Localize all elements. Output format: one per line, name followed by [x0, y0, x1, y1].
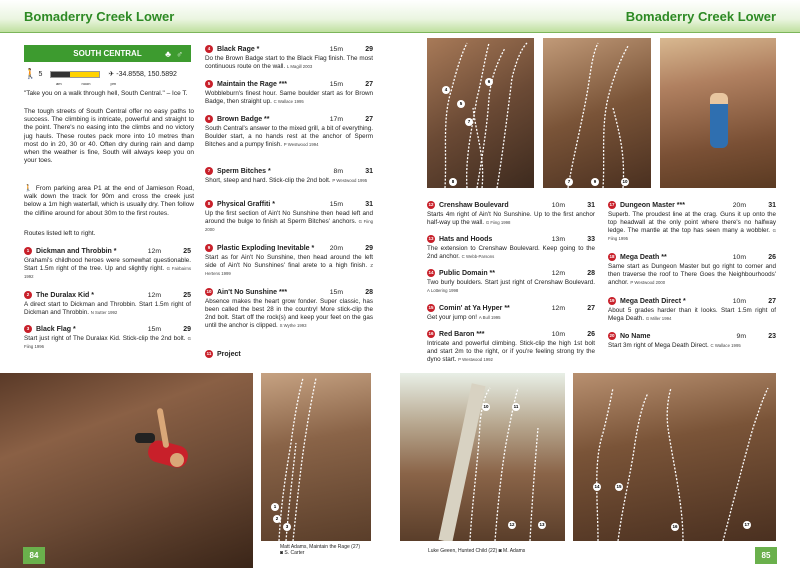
route-fa: P Westwood 1994 — [283, 141, 319, 147]
page-number-right: 85 — [755, 547, 777, 564]
route-name: Maintain the Rage *** — [217, 80, 288, 88]
intro-text: The tough streets of South Central offer no easy paths to success. The climbing is intricate, powerful and straight to the point. There's no easing into the climbs and no victory jug hauls. These routes pack more into 10 metres than most do in 20, 30 or 40. Often dry during rain and damp when the weather is fine, South will always keep you on your toes. — [24, 108, 194, 165]
climber-caption: Matt Adams, Maintain the Rage (27) — [280, 544, 361, 550]
left-header — [0, 0, 400, 33]
topo-label: 6 — [485, 78, 493, 86]
route-14 — [427, 268, 595, 295]
route-fa: C Wallace 1995 — [273, 98, 304, 104]
topo-label: 10 — [622, 179, 628, 184]
route-grade: 25 — [183, 247, 191, 255]
route-fa: C Webb-Parsons — [461, 253, 495, 259]
page-number-left: 84 — [23, 547, 45, 564]
route-length: 17m — [329, 115, 343, 123]
route-desc: Start just right of The Duralax Kid. Stick-clip the 2nd bolt. — [24, 335, 186, 342]
topo-photo-a — [427, 38, 534, 188]
route-name: Plastic Exploding Inevitable * — [217, 244, 315, 252]
route-grade: 26 — [768, 253, 776, 261]
route-number: 2 — [24, 291, 32, 299]
route-grade: 27 — [365, 115, 373, 123]
approach-body: From parking area P1 at the end of Jamieson Road, walk down the track for 90m and cross the creek just below a 1m high waterfall, which is usually dry. Then follow the clifline around for about 30m to the first routes. — [24, 185, 195, 217]
tree-icon: ♣ — [165, 48, 171, 59]
gps-icon: ✈ — [108, 71, 115, 78]
route-number: 5 — [205, 80, 213, 88]
left-header-title: Bomaderry Creek Lower — [24, 9, 175, 24]
topo-label: 13 — [539, 522, 545, 527]
route-desc: The extension to Crenshaw Boulevard. Keep going to the 2nd anchor. — [427, 245, 595, 260]
route-name: Physical Graffiti * — [217, 200, 275, 208]
climber-photo-left — [0, 373, 253, 568]
route-fa: G Fiing 2000 — [205, 218, 373, 232]
route-number: 12 — [428, 202, 434, 207]
route-fa: G Fiing 1995 — [608, 227, 776, 241]
route-desc: Start as for Ain't No Sunshine, then head around the left side of Ain't No Sunshines' final arete to a high finish. — [205, 254, 373, 269]
route-number: 8 — [205, 200, 213, 208]
route-desc: South Central's answer to the mixed grill, a bit of everything. Boulder start, a no hands rest at the anchor of Sperm Bitches and a pumpy finish. — [205, 125, 373, 148]
route-1 — [24, 246, 191, 281]
sun-exposure-bar — [50, 71, 100, 78]
route-desc: Get your jump on! — [427, 314, 478, 321]
route-grade: 27 — [768, 297, 776, 305]
route-name: Red Baron *** — [439, 330, 485, 338]
topo-label: 3 — [283, 523, 291, 531]
route-grade: 28 — [587, 269, 595, 277]
route-fa: P Westwood 2000 — [630, 279, 666, 285]
route-length: 10m — [732, 297, 746, 305]
route-length: 12m — [147, 291, 161, 299]
route-name: Dungeon Master *** — [620, 201, 685, 209]
route-10 — [205, 287, 373, 330]
climber-caption-right: Luke Geeen, Hunted Child (22) — [428, 548, 498, 554]
topo-label: 9 — [591, 178, 599, 186]
route-grade: 25 — [183, 291, 191, 299]
route-desc: Two burly boulders. Start just right of Crenshaw Boulevard. — [427, 279, 595, 286]
route-grade: 27 — [365, 80, 373, 88]
route-desc: Intricate and powerful climbing. Stick-clip the high 1st bolt and start 2m to the right, or if you're feeling strong try the dyno start. — [427, 340, 595, 363]
area-banner — [24, 45, 191, 62]
topo-photo-b — [543, 38, 651, 188]
route-fa: N Sutter 1992 — [90, 309, 118, 315]
route-fa: A Bull 1995 — [478, 315, 501, 320]
route-name: Black Flag * — [36, 325, 76, 333]
route-18 — [608, 252, 776, 287]
route-desc: About 5 grades harder than it looks. Start 1.5m right of Mega Death. — [608, 307, 776, 322]
route-fa: G Fairbairns 1992 — [24, 265, 191, 279]
route-grade: 28 — [365, 288, 373, 296]
topo-label: 16 — [672, 524, 678, 529]
route-desc: Grahami's childhood heroes were somewhat questionable. Start 1.5m right of the tree. Up and slightly right. — [24, 257, 191, 272]
route-19 — [608, 296, 776, 323]
route-grade: 31 — [365, 200, 373, 208]
route-6 — [205, 114, 373, 149]
route-name: Dickman and Throbbin * — [36, 247, 117, 255]
climber-legs — [135, 433, 155, 443]
route-fa: G Miller 1994 — [645, 315, 672, 321]
topo-label: 5 — [457, 100, 465, 108]
right-photo-caption — [428, 548, 568, 554]
route-desc: A direct start to Dickman and Throbbin. Start 1.5m right of Dickman and Throbbin. — [24, 301, 191, 316]
photographer-right: M. Adams — [503, 548, 526, 554]
route-length: 8m — [333, 167, 343, 175]
topo-label: 12 — [509, 522, 515, 527]
topo-label: 1 — [271, 503, 279, 511]
route-number: 4 — [205, 45, 213, 53]
topo-label: 14 — [594, 484, 600, 489]
route-grade: 31 — [587, 201, 595, 209]
topo-photo-c — [261, 373, 371, 541]
route-length: 9m — [736, 332, 746, 340]
scale-labels — [56, 80, 116, 88]
walk-time: 5 — [38, 70, 43, 78]
route-desc: Starts 4m right of Ain't No Sunshine. Up to the first anchor half-way up the wall. — [427, 211, 595, 226]
topo-photo-d — [400, 373, 565, 541]
route-desc: Superb. The proudest line at the crag. Guns it up onto the top headwall at the only point where there's no halfway ledge. The mantle at the top has seen many a wobbler. — [608, 211, 776, 234]
hiker-icon: 🚶 — [24, 185, 34, 192]
topo-label: 8 — [449, 178, 457, 186]
route-length: 10m — [551, 201, 565, 209]
route-desc: Short, steep and hard. Stick-clip the 2nd bolt. — [205, 177, 331, 184]
route-16 — [427, 329, 595, 364]
left-photo-caption — [280, 544, 380, 556]
camera-icon-right: ◙ — [498, 548, 502, 554]
route-desc: Up the first section of Ain't No Sunshine then head left and around the bulge to finish at Sperm Bitches' anchors. — [205, 210, 373, 225]
route-length: 12m — [147, 247, 161, 255]
scale-pm: pm — [110, 81, 116, 86]
route-17 — [608, 200, 776, 243]
route-fa: P Westwood 1992 — [458, 356, 493, 362]
route-12 — [427, 200, 595, 227]
route-length: 20m — [732, 201, 746, 209]
route-fa: C Wallace 1995 — [710, 343, 741, 348]
route-number: 20 — [609, 333, 615, 338]
route-name: Crenshaw Boulevard — [439, 201, 509, 209]
route-length: 12m — [551, 304, 565, 312]
routes-listed: Routes listed left to right. — [24, 230, 96, 237]
route-grade: 29 — [183, 325, 191, 333]
route-grade: 33 — [587, 235, 595, 243]
route-length: 15m — [329, 80, 343, 88]
route-length: 15m — [147, 325, 161, 333]
route-length: 15m — [329, 200, 343, 208]
topo-lines-a — [427, 38, 534, 188]
topo-label: 7 — [465, 118, 473, 126]
route-grade: 29 — [365, 244, 373, 252]
scale-am: am — [56, 81, 62, 86]
route-fa: L Magill 2003 — [286, 63, 313, 69]
route-name: Mega Death ** — [620, 253, 667, 261]
camera-icon: ◙ — [280, 550, 284, 556]
route-desc: Wobbleburn's finest hour. Same boulder start as for Brown Badge, then straight up. — [205, 90, 373, 105]
climber-head — [170, 453, 184, 467]
route-number: 3 — [24, 325, 32, 333]
route-fa: G Fiing 1996 — [24, 336, 192, 349]
route-grade: 26 — [587, 330, 595, 338]
route-number: 11 — [206, 351, 212, 356]
route-name: Hats and Hoods — [439, 235, 493, 243]
route-grade: 31 — [365, 167, 373, 175]
topo-label: 15 — [616, 484, 622, 489]
route-name: Black Rage * — [217, 45, 260, 53]
route-length: 15m — [329, 45, 343, 53]
topo-lines-e — [573, 373, 776, 541]
photographer: S. Carter — [284, 550, 305, 556]
topo-label: 11 — [513, 404, 519, 409]
route-20 — [608, 331, 776, 350]
route-length: 10m — [732, 253, 746, 261]
route-number: 9 — [205, 244, 213, 252]
route-grade: 31 — [768, 201, 776, 209]
route-desc: Start 3m right of Mega Death Direct. — [608, 342, 709, 349]
route-2 — [24, 290, 191, 317]
route-fa: G Fiing 1998 — [485, 219, 511, 225]
route-5 — [205, 79, 373, 106]
topo-lines-b — [543, 38, 651, 188]
area-title: SOUTH CENTRAL — [73, 49, 142, 58]
approach-text — [24, 185, 194, 218]
route-name: The Duralax Kid * — [36, 291, 94, 299]
route-number: 7 — [205, 167, 213, 175]
topo-label: 10 — [483, 404, 489, 409]
route-number: 14 — [428, 270, 434, 275]
route-number: 18 — [609, 254, 615, 259]
route-number: 6 — [205, 115, 213, 123]
route-desc: Do the Brown Badge start to the Black Flag finish. The most continuous route on the wall. — [205, 55, 373, 70]
topo-label: 7 — [565, 178, 573, 186]
route-number: 16 — [428, 331, 434, 336]
route-fa: Z Hertens 1999 — [205, 262, 373, 276]
route-11 — [205, 349, 373, 359]
route-fa: A Lottering 1998 — [427, 287, 459, 293]
route-8 — [205, 199, 373, 234]
walker-icon: 🚶 — [24, 68, 37, 80]
route-name: Public Domain ** — [439, 269, 496, 277]
route-name: Ain't No Sunshine *** — [217, 288, 288, 296]
route-length: 20m — [329, 244, 343, 252]
route-name: Brown Badge ** — [217, 115, 270, 123]
route-number: 13 — [428, 236, 434, 241]
route-length: 13m — [551, 235, 565, 243]
route-name: Project — [217, 350, 241, 358]
route-fa: P Westwood 1995 — [332, 178, 368, 183]
route-9 — [205, 243, 373, 278]
topo-photo-e — [573, 373, 776, 541]
route-3 — [24, 324, 191, 351]
route-fa: S Wythe 1993 — [279, 322, 307, 328]
route-name: No Name — [620, 332, 651, 340]
route-grade: 29 — [365, 45, 373, 53]
route-length: 10m — [551, 330, 565, 338]
topo-label: 2 — [273, 515, 281, 523]
route-4 — [205, 44, 373, 71]
person-icon: ♂ — [176, 48, 183, 59]
quote: "Take you on a walk through hell, South Central." – Ice T. — [24, 90, 188, 97]
route-number: 10 — [206, 289, 212, 294]
route-desc: Absence makes the heart grow fonder. Super classic, has been called the best 28 in the country! More stick-clip the 2nd bolt. Start off the rock(s) and keep your feet on the gas until the anchor is clipped. — [205, 298, 373, 329]
route-length: 15m — [329, 288, 343, 296]
route-7 — [205, 166, 373, 185]
route-number: 19 — [609, 298, 615, 303]
route-13 — [427, 234, 595, 261]
route-name: Comin' at Ya Hyper ** — [439, 304, 510, 312]
route-number: 17 — [609, 202, 615, 207]
topo-label: 17 — [744, 522, 750, 527]
route-15 — [427, 303, 595, 322]
route-number: 1 — [24, 247, 32, 255]
route-name: Sperm Bitches * — [217, 167, 271, 175]
right-header-title: Bomaderry Creek Lower — [625, 9, 776, 24]
route-length: 12m — [551, 269, 565, 277]
route-desc: Same start as Dungeon Master but go right to corner and then traverse the roof to There Goes the Neighbourhoods' anchor. — [608, 263, 776, 286]
route-grade: 23 — [768, 332, 776, 340]
topo-label: 4 — [442, 86, 450, 94]
scale-noon: noon — [81, 81, 91, 86]
route-name: Mega Death Direct * — [620, 297, 686, 305]
route-number: 15 — [428, 305, 434, 310]
route-grade: 27 — [587, 304, 595, 312]
climber-photo-right — [660, 38, 776, 188]
right-header — [400, 0, 800, 33]
coords: -34.8558, 150.5892 — [116, 70, 177, 78]
climber-figure — [710, 93, 728, 148]
